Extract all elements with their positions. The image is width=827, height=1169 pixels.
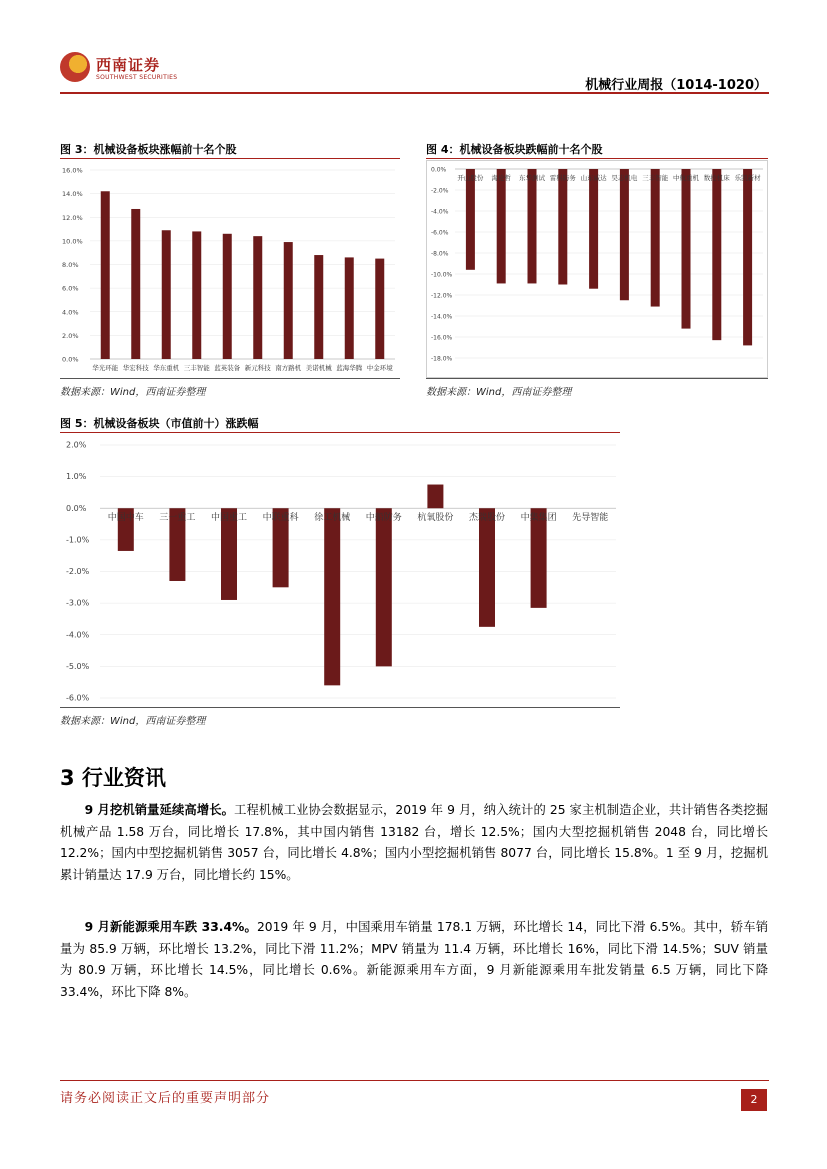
header-divider [60, 92, 769, 94]
figure-4-bottom-rule [426, 378, 768, 379]
y-tick-label: 0.0% [431, 166, 447, 174]
x-category-label: 乐凯新材 [734, 174, 761, 182]
x-category-label: 开山股份 [457, 174, 484, 182]
figure-4-title: 图 4：机械设备板块跌幅前十名个股 [426, 143, 603, 156]
y-tick-label: 2.0% [62, 331, 79, 340]
figure-3-top-rule [60, 158, 400, 159]
x-category-label: 南方路机 [275, 364, 302, 372]
y-tick-label: 2.0% [66, 440, 87, 450]
logo-text-cn: 西南证券 [96, 56, 161, 74]
figure-3-chart [60, 160, 400, 378]
y-tick-label: 10.0% [62, 237, 83, 246]
x-category-label: 昊志机电 [611, 174, 638, 182]
bar [712, 169, 721, 340]
x-category-label: 中航重机 [673, 174, 699, 182]
bar [466, 169, 475, 270]
y-tick-label: -2.0% [431, 187, 449, 195]
x-category-label: 华宏科技 [122, 364, 149, 372]
x-category-label: 中国重工 [210, 513, 248, 523]
bar [314, 255, 323, 359]
bar [131, 209, 140, 359]
y-tick-label: -1.0% [66, 535, 90, 545]
y-tick-label: -4.0% [66, 630, 90, 640]
bar [682, 169, 691, 329]
figure-5-top-rule [60, 432, 620, 433]
x-category-label: 徐工机械 [314, 513, 351, 523]
paragraph-nev [60, 917, 768, 1003]
bar [101, 191, 110, 359]
figure-5-chart [60, 434, 620, 706]
figure-4-source: 数据来源：Wind，西南证券整理 [426, 387, 572, 398]
x-category-label: 数控机床 [703, 174, 730, 182]
bar [376, 508, 392, 666]
x-category-label: 中船防务 [365, 513, 402, 523]
bar [531, 508, 547, 608]
bar [743, 169, 752, 345]
bar [620, 169, 629, 300]
x-category-label: 中集集团 [520, 513, 557, 523]
y-tick-label: 16.0% [62, 166, 83, 175]
bar [324, 508, 340, 685]
x-category-label: 三丰智能 [642, 174, 669, 182]
x-category-label: 雷科防务 [549, 174, 576, 182]
y-tick-label: 12.0% [62, 213, 83, 222]
x-category-label: 新元科技 [244, 364, 271, 372]
y-tick-label: -3.0% [66, 598, 90, 608]
x-category-label: 东华测试 [519, 174, 545, 182]
x-category-label: 山东威达 [580, 174, 607, 182]
y-tick-label: -14.0% [431, 313, 453, 321]
x-category-label: 先导智能 [572, 513, 609, 523]
paragraph-excavator-lead: 9 月挖机销量延续高增长。 [84, 803, 235, 817]
bar [427, 485, 443, 509]
figure-4-chart [426, 160, 768, 378]
bar [345, 257, 354, 359]
y-tick-label: -12.0% [431, 292, 453, 300]
x-category-label: 中国中车 [107, 513, 144, 523]
bar [253, 236, 262, 359]
bar [162, 230, 171, 359]
figure-3-title: 图 3：机械设备板块涨幅前十名个股 [60, 143, 237, 156]
figure-4-top-rule [426, 158, 768, 159]
y-tick-label: 0.0% [62, 355, 79, 364]
x-category-label: 三一重工 [159, 513, 196, 523]
company-logo [60, 52, 180, 84]
figure-5-bottom-rule [60, 707, 620, 708]
x-category-label: 蓝海华腾 [336, 364, 363, 372]
logo-text-en: SOUTHWEST SECURITIES [96, 74, 178, 81]
bar [479, 508, 495, 627]
bar [497, 169, 506, 283]
y-tick-label: -4.0% [431, 208, 449, 216]
footer-disclaimer: 请务必阅读正文后的重要声明部分 [60, 1091, 271, 1106]
x-category-label: 华东重机 [153, 364, 180, 372]
bar [375, 259, 384, 359]
x-category-label: 海伦哲 [491, 174, 511, 182]
y-tick-label: 4.0% [62, 308, 79, 317]
bar [223, 234, 232, 359]
section-title: 3 行业资讯 [60, 766, 166, 790]
bar [558, 169, 567, 285]
figure-3-bottom-rule [60, 378, 400, 379]
paragraph-excavator [60, 800, 768, 886]
x-category-label: 美诺机械 [305, 364, 332, 372]
y-tick-label: 0.0% [66, 503, 87, 513]
figure-5-title: 图 5：机械设备板块（市值前十）涨跌幅 [60, 417, 259, 430]
footer-divider [60, 1080, 769, 1081]
y-tick-label: -5.0% [66, 661, 90, 671]
bar [528, 169, 537, 283]
x-category-label: 杭氧股份 [417, 513, 454, 523]
y-tick-label: -6.0% [431, 229, 449, 237]
x-category-label: 华光环能 [92, 364, 119, 372]
y-tick-label: 1.0% [66, 472, 87, 482]
y-tick-label: 8.0% [62, 261, 79, 269]
report-title: 机械行业周报（1014-1020） [585, 78, 767, 93]
paragraph-excavator-body: 工程机械工业协会数据显示，2019 年 9 月，纳入统计的 25 家主机制造企业，共计销售各类挖掘机械产品 1.58 万台，同比增长 17.8%，其中国内销售 13182 台，增长 12.5%；国内大型挖掘机销售 2048 台，同比增长 12.2%；国内中型挖掘机销售 3057 台，同比增长 4.8%；国内小型挖掘机销售 8077 台，同比增长 15.8%。1 至 9 月，挖掘机累计销量达 17.9 万台，同比增长约 15%。 [60, 803, 768, 882]
bar [284, 242, 293, 359]
y-tick-label: -16.0% [431, 334, 453, 342]
x-category-label: 杰瑞股份 [468, 513, 506, 523]
x-category-label: 中联重科 [262, 513, 299, 523]
y-tick-label: 14.0% [62, 190, 83, 199]
bar [192, 231, 201, 359]
y-tick-label: 6.0% [62, 284, 79, 293]
y-tick-label: -10.0% [431, 271, 453, 279]
bar [589, 169, 598, 289]
page-number: 2 [741, 1089, 767, 1111]
y-tick-label: -2.0% [66, 567, 90, 576]
figure-3-source: 数据来源：Wind，西南证券整理 [60, 387, 206, 398]
x-category-label: 蓝英装备 [214, 364, 241, 372]
paragraph-nev-lead: 9 月新能源乘用车跌 33.4%。 [84, 920, 257, 934]
y-tick-label: -8.0% [431, 250, 449, 258]
y-tick-label: -18.0% [431, 355, 453, 363]
figure-5-source: 数据来源：Wind，西南证券整理 [60, 716, 206, 727]
paragraph-nev-body: 2019 年 9 月，中国乘用车销量 178.1 万辆，环比增长 14，同比下滑 6.5%。其中，轿车销量为 85.9 万辆，环比增长 13.2%，同比下滑 11.2%；MPV 销量为 11.4 万辆，环比增长 16%，同比下滑 14.5%；SUV 销量为 80.9 万辆，环比增长 14.5%，同比增长 0.6%。新能源乘用车方面，9 月新能源乘用车批发销量 6.5 万辆，同比下降 33.4%，环比下降 8%。 [60, 920, 768, 999]
x-category-label: 中金环境 [366, 364, 393, 372]
logo-mark-icon [60, 52, 90, 82]
bar [651, 169, 660, 307]
x-category-label: 三丰智能 [183, 364, 210, 372]
y-tick-label: -6.0% [66, 693, 90, 703]
